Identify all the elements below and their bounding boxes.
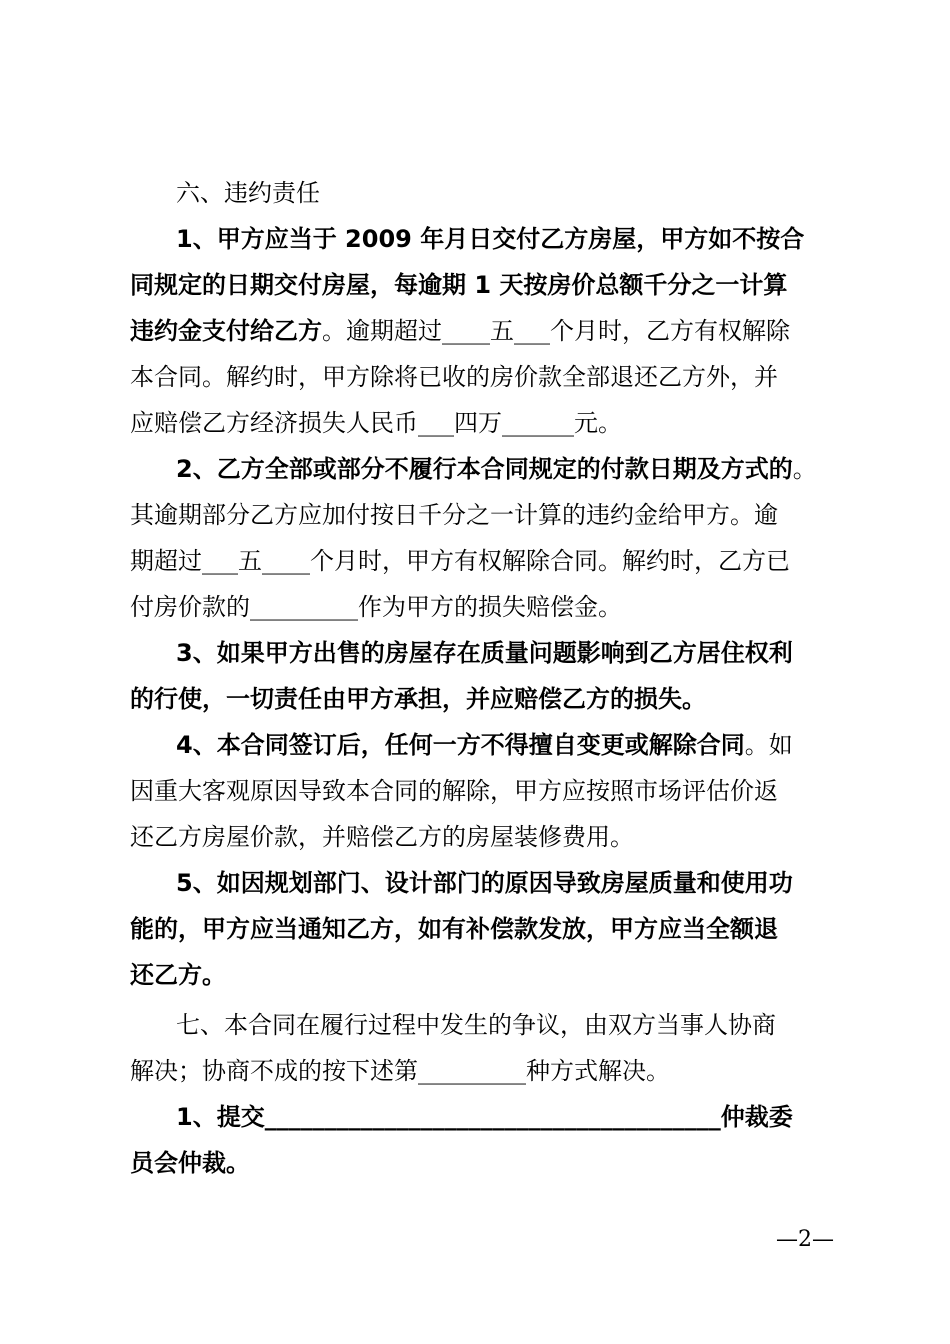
section-7-clause-1-line-1 bbox=[176, 1102, 793, 1132]
section-7-text-a: 解决；协商不成的按下述第 bbox=[130, 1057, 418, 1085]
clause-6-1-text-a: 。逾期超过 bbox=[322, 317, 442, 345]
clause-6-2-text-d: 作为甲方的损失赔偿金。 bbox=[358, 593, 622, 621]
compensation-text-b: 元。 bbox=[574, 409, 622, 437]
clause-6-4-text: 。如 bbox=[744, 731, 793, 759]
clause-6-2-line-1 bbox=[176, 454, 817, 484]
clause-6-1-line-1: 1、甲方应当于 2009 年月日交付乙方房屋，甲方如不按合 bbox=[176, 225, 805, 253]
clause-6-4-line-2: 因重大客观原因导致本合同的解除，甲方应按照市场评估价返 bbox=[130, 777, 778, 805]
clause-6-2-line-2: 其逾期部分乙方应加付按日千分之一计算的违约金给甲方。逾 bbox=[130, 501, 778, 529]
section-7-clause-1-line-2: 员会仲裁。 bbox=[130, 1149, 250, 1177]
paid-portion-blank: _________ bbox=[250, 593, 358, 621]
arbitration-committee-blank: ______________________________________ bbox=[264, 1103, 721, 1131]
section-6-heading: 六、违约责任 bbox=[176, 179, 320, 207]
clause-6-2-text-a: 期超过 bbox=[130, 547, 202, 575]
clause-6-3-line-2: 的行使，一切责任由甲方承担，并应赔偿乙方的损失。 bbox=[130, 685, 706, 713]
clause-6-2-end-mark: 。 bbox=[792, 455, 817, 483]
overdue-months-blank: ____五___ bbox=[442, 317, 550, 345]
clause-6-1-text-b: 个月时，乙方有权解除 bbox=[550, 317, 790, 345]
clause-6-1-line-4: 本合同。解约时，甲方除将已收的房价款全部退还乙方外，并 bbox=[130, 363, 778, 391]
dispute-method-blank: _________ bbox=[418, 1057, 526, 1085]
section-7-text-b: 种方式解决。 bbox=[526, 1057, 670, 1085]
clause-6-2-text-b: 个月时，甲方有权解除合同。解约时，乙方已 bbox=[310, 547, 790, 575]
clause-6-2-line-4 bbox=[130, 592, 622, 622]
section-7-clause-1-text-a: 1、提交 bbox=[176, 1103, 265, 1131]
clause-6-4-line-3: 还乙方房屋价款，并赔偿乙方的房屋装修费用。 bbox=[130, 823, 634, 851]
clause-6-5-line-2: 能的，甲方应当通知乙方，如有补偿款发放，甲方应当全额退 bbox=[130, 915, 778, 943]
page-number: —2— bbox=[776, 1227, 834, 1252]
clause-6-3-line-1: 3、如果甲方出售的房屋存在质量问题影响到乙方居住权利 bbox=[176, 639, 793, 667]
clause-6-2-line-3 bbox=[130, 546, 790, 576]
clause-6-1-line-2: 同规定的日期交付房屋，每逾期 1 天按房价总额千分之一计算 bbox=[130, 271, 788, 299]
clause-6-2-text-c: 付房价款的 bbox=[130, 593, 250, 621]
section-7-clause-1-text-b: 仲裁委 bbox=[720, 1103, 793, 1131]
clause-6-4-line-1 bbox=[176, 730, 793, 760]
clause-6-4-bold-text: 4、本合同签订后，任何一方不得擅自变更或解除合同 bbox=[176, 731, 745, 759]
clause-6-5-line-1: 5、如因规划部门、设计部门的原因导致房屋质量和使用功 bbox=[176, 869, 793, 897]
clause-6-1-line-3 bbox=[130, 316, 790, 346]
compensation-amount-blank: ___四万______ bbox=[418, 409, 574, 437]
section-7-line-1: 七、本合同在履行过程中发生的争议，由双方当事人协商 bbox=[176, 1011, 776, 1039]
clause-6-2-bold-text: 2、乙方全部或部分不履行本合同规定的付款日期及方式的 bbox=[176, 455, 793, 483]
compensation-text-a: 应赔偿乙方经济损失人民币 bbox=[130, 409, 418, 437]
clause-6-1-bold-text: 违约金支付给乙方 bbox=[130, 317, 322, 345]
overdue-months-blank-2: ___五____ bbox=[202, 547, 310, 575]
clause-6-5-line-3: 还乙方。 bbox=[130, 961, 226, 989]
section-7-line-2 bbox=[130, 1056, 670, 1086]
clause-6-1-line-5 bbox=[130, 408, 622, 438]
